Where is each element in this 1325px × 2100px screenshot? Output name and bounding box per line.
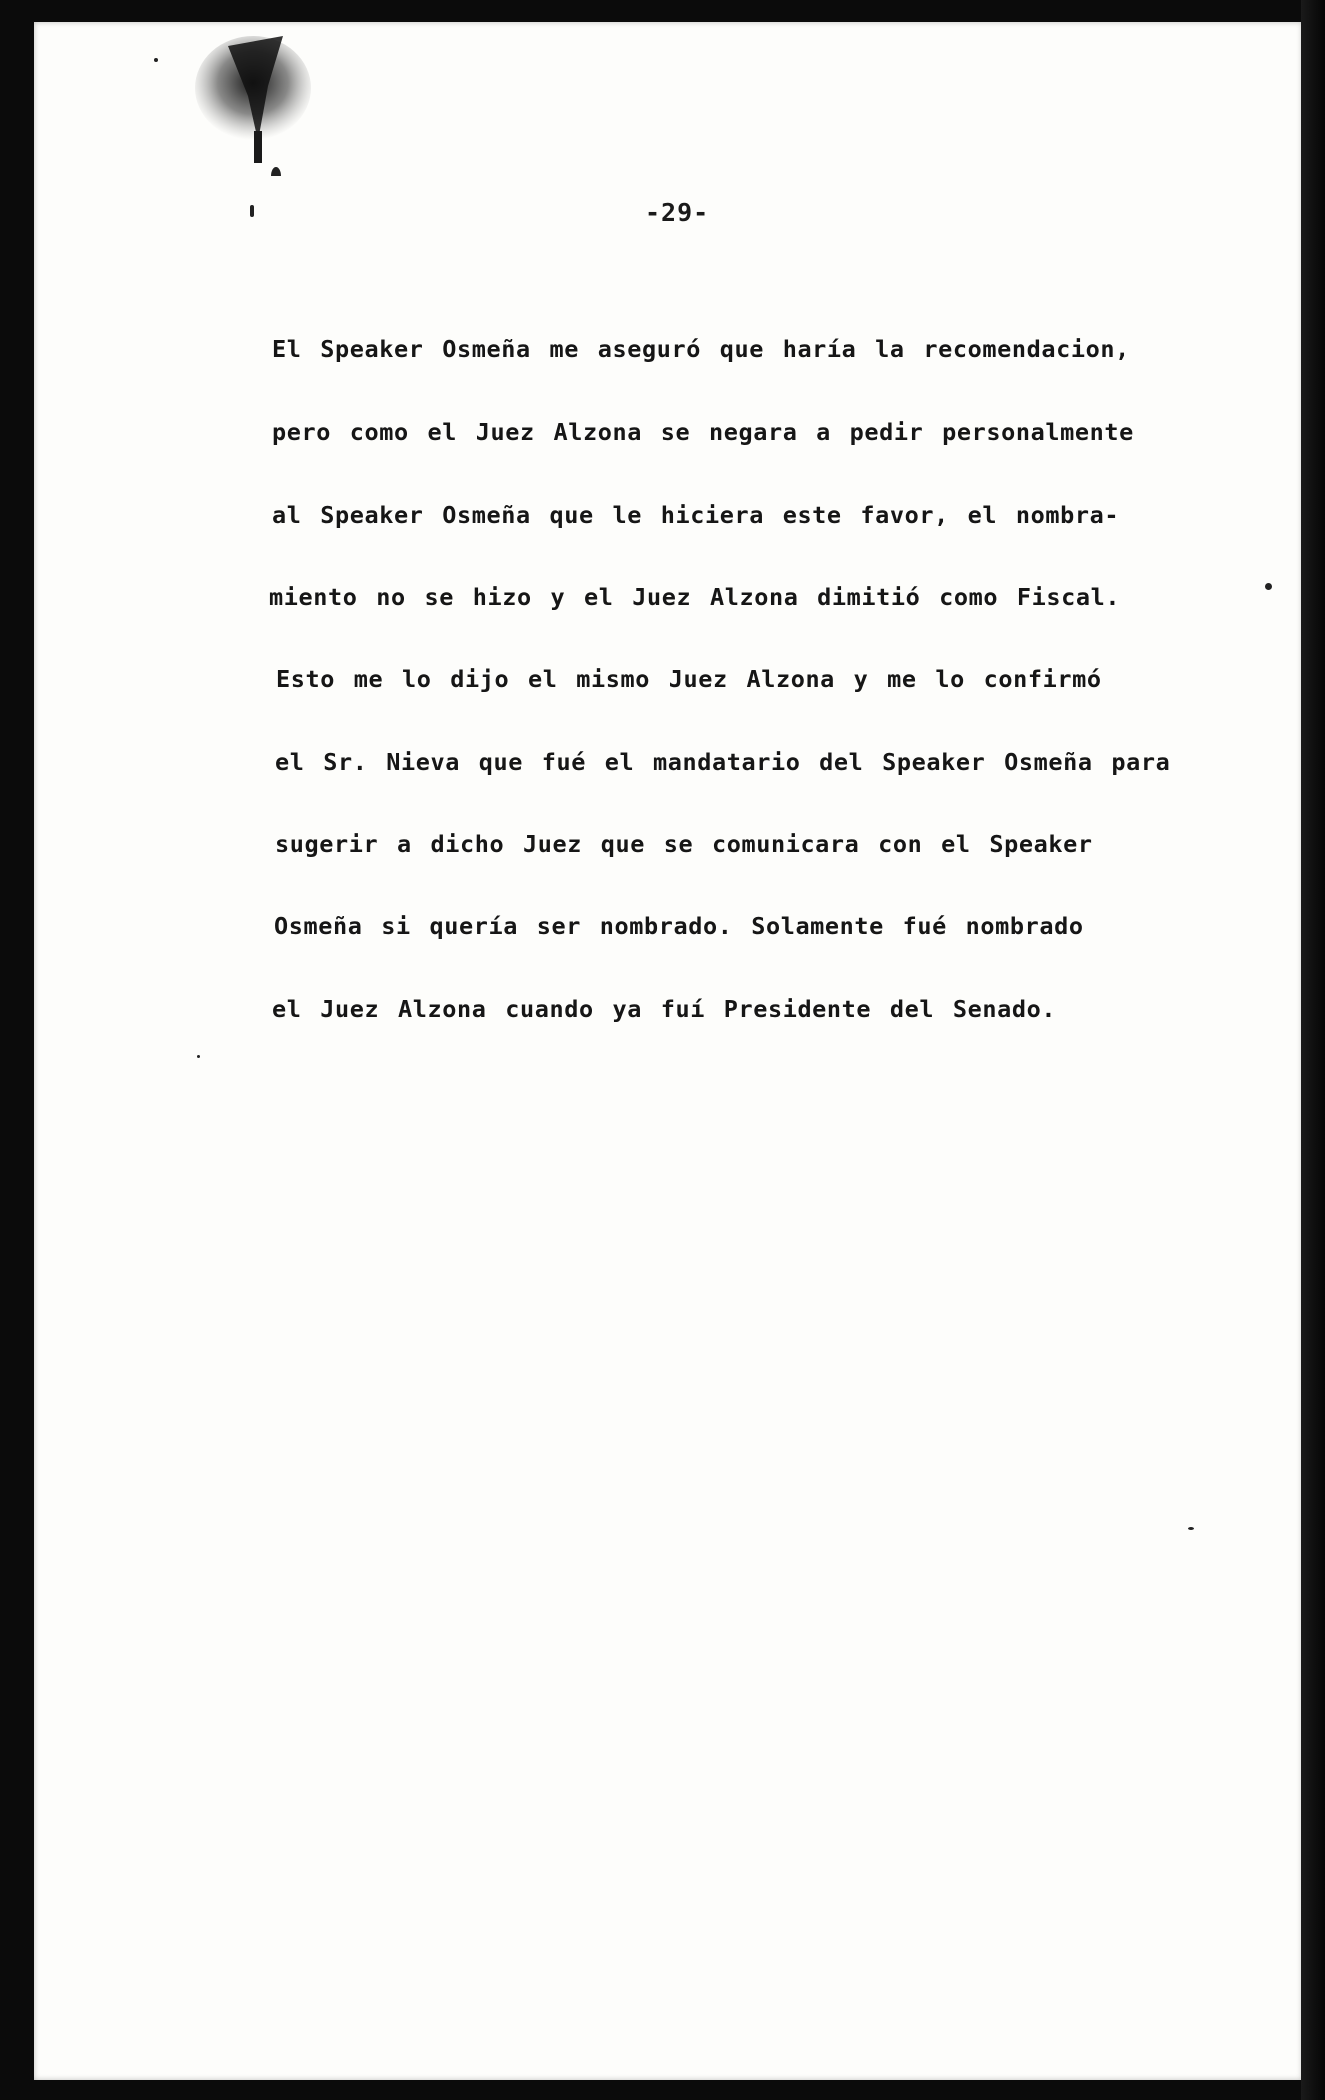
text-line: el Juez Alzona cuando ya fuí Presidente del Senado. (272, 995, 1057, 1023)
text-line: pero como el Juez Alzona se negara a pedir personalmente (272, 418, 1134, 446)
text-line: Esto me lo dijo el mismo Juez Alzona y me lo confirmó (276, 665, 1102, 693)
dust-speck (250, 205, 254, 217)
text-line: El Speaker Osmeña me aseguró que haría la recomendacion, (272, 335, 1130, 363)
ink-blot-stain (188, 26, 318, 176)
dust-speck (154, 58, 158, 62)
text-line: Osmeña si quería ser nombrado. Solamente fué nombrado (274, 912, 1084, 940)
paper-sheet (34, 22, 1302, 2080)
text-line: sugerir a dicho Juez que se comunicara con el Speaker (275, 830, 1093, 858)
text-line: miento no se hizo y el Juez Alzona dimitió como Fiscal. (269, 583, 1121, 611)
scan-border-right (1301, 0, 1325, 2100)
page-number: -29- (645, 198, 710, 227)
text-line: al Speaker Osmeña que le hiciera este favor, el nombra- (272, 501, 1120, 529)
dust-speck (197, 1055, 200, 1058)
text-line: el Sr. Nieva que fué el mandatario del Speaker Osmeña para (275, 748, 1171, 776)
dust-speck (1188, 1527, 1194, 1530)
dust-speck (1265, 583, 1272, 590)
